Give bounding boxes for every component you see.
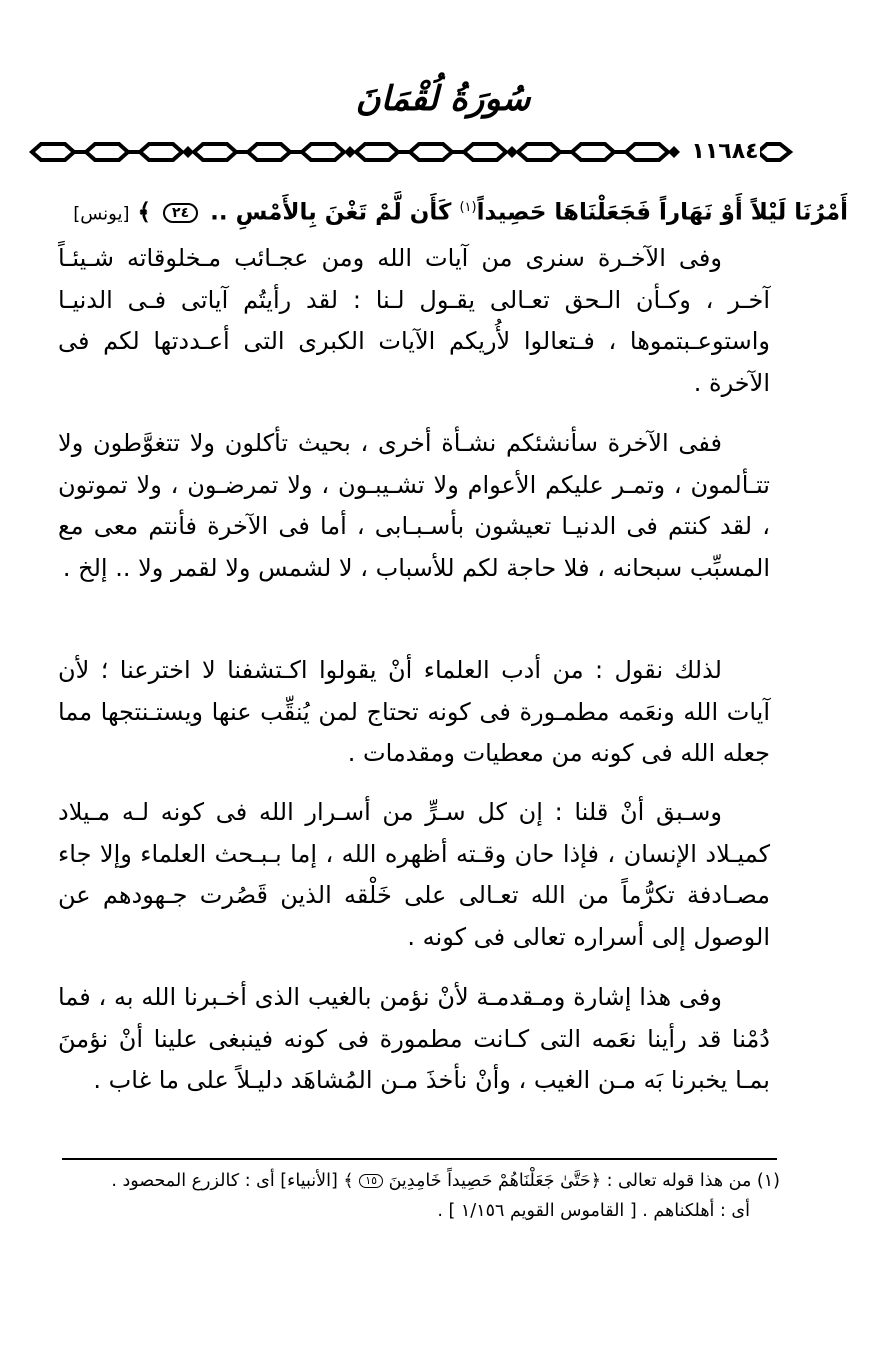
chain-link — [758, 144, 790, 160]
paragraph-text: لذلك نقول : من أدب العلماء أنْ يقولوا اكـتشفنا لا اخترعنا ؛ لأن آيات الله ونعَمه مطمـورة فى كونه تحتاج لمن يُنقِّب عنها ويستـنتجها مما جعله الله فى كونه من معطيات ومقدمات . — [58, 656, 770, 767]
chain-link — [32, 144, 74, 160]
footnote-text-rest: ﴾ [الأنبياء] أى : كالزرع المحصود . — [111, 1171, 354, 1191]
verse-text-rest: كَأَن لَّمْ تَغْنَ بِالأَمْسِ .. — [210, 199, 452, 226]
footnote — [50, 1166, 780, 1226]
decorative-header-border — [28, 137, 794, 167]
chain-link — [140, 144, 182, 160]
surah-title: سُورَةُ لُقْمَانَ — [355, 79, 531, 119]
chain-link — [194, 144, 236, 160]
chain-diamond — [506, 146, 518, 158]
paragraph — [58, 423, 770, 589]
chain-diamond — [668, 146, 680, 158]
surah-reference: [يونس] — [73, 203, 130, 225]
paragraph — [58, 977, 770, 1102]
closing-bracket: ﴾ — [137, 199, 152, 226]
chain-link — [356, 144, 398, 160]
chain-diamond — [344, 146, 356, 158]
footnote-ayah-number: ١٥ — [359, 1174, 383, 1188]
ayah-number-badge: ٢٤ — [163, 203, 198, 223]
page-number: ١١٦٨٤ — [690, 137, 760, 167]
chain-link — [248, 144, 290, 160]
paragraph-text: وفى الآخـرة سنرى من آيات الله ومن عجـائب مـخلوقاته شـيئـاً آخـر ، وكـأن الـحق تعـالى يقـول لـنا : لقد رأيتُم آياتى فـى الدنيـا واستوعـبتموها ، فـتعالوا لأُريكم الآيات الكبرى التى أعـددتها لكم فى الآخرة . — [58, 244, 770, 397]
chain-link — [302, 144, 344, 160]
quran-verse-continuation — [36, 183, 848, 233]
chain-link — [518, 144, 560, 160]
paragraph — [58, 792, 770, 958]
paragraph-text: وسـبق أنْ قلنا : إن كل سـرٍّ من أسـرار الله فى كونه لـه مـيلاد كميـلاد الإنسان ، فإذا حان وقـته أظهره الله ، إما بـبـحث العلماء وإلا جاء مصـادفة تكرُّماً من الله تعـالى على خَلْقه الذين قَصُرت جـهودهم عن الوصول إلى أسراره تعالى فى كونه . — [58, 798, 770, 951]
chain-diamond — [182, 146, 194, 158]
footnote-text: (١) من هذا قوله تعالى : ﴿حَتَّىٰ جَعَلْنَاهُمْ حَصِيداً خَامِدِينَ — [388, 1171, 780, 1191]
chain-link — [572, 144, 614, 160]
footnote-divider — [62, 1158, 777, 1160]
verse-text: أَمْرُنَا لَيْلاً أَوْ نَهَاراً فَجَعَلْنَاهَا حَصِيداً — [476, 199, 848, 226]
paragraph — [58, 238, 770, 404]
footnote-marker: (١) — [459, 200, 477, 215]
paragraph-text: ففى الآخرة سأنشئكم نشـأة أخرى ، بحيث تأكلون ولا تتغوَّطون ولا تتـألمون ، وتمـر عليكم الأعوام ولا تشـيبـون ، ولا تمرضـون ، ولا تموتون ، لقد كنتم فى الدنيـا تعيشون بأسـبـابى ، أما فى الآخرة فأنتم معى مع المسبِّب سبحانه ، فلا حاجة لكم للأسباب ، لا لشمس ولا لقمر ولا .. إلخ . — [58, 429, 770, 582]
footnote-line-2: أى : أهلكناهم . [ القاموس القويم ١/١٥٦ ] . — [437, 1201, 750, 1221]
chain-link — [86, 144, 128, 160]
paragraph — [58, 650, 770, 775]
chain-link — [464, 144, 506, 160]
chain-link — [410, 144, 452, 160]
footnote-line-1 — [50, 1166, 780, 1196]
paragraph-text: وفى هذا إشارة ومـقدمـة لأنْ نؤمن بالغيب الذى أخـبرنا الله به ، فما دُمْنا قد رأينا نعَمه التى كـانت مطمورة فى كونه فينبغى علينا أنْ نؤمنَ بمـا يخبرنا بَه مـن الغيب ، وأنْ نأخذَ مـن المُشاهَد دليـلاً على ما غاب . — [58, 983, 770, 1094]
chain-link — [626, 144, 668, 160]
